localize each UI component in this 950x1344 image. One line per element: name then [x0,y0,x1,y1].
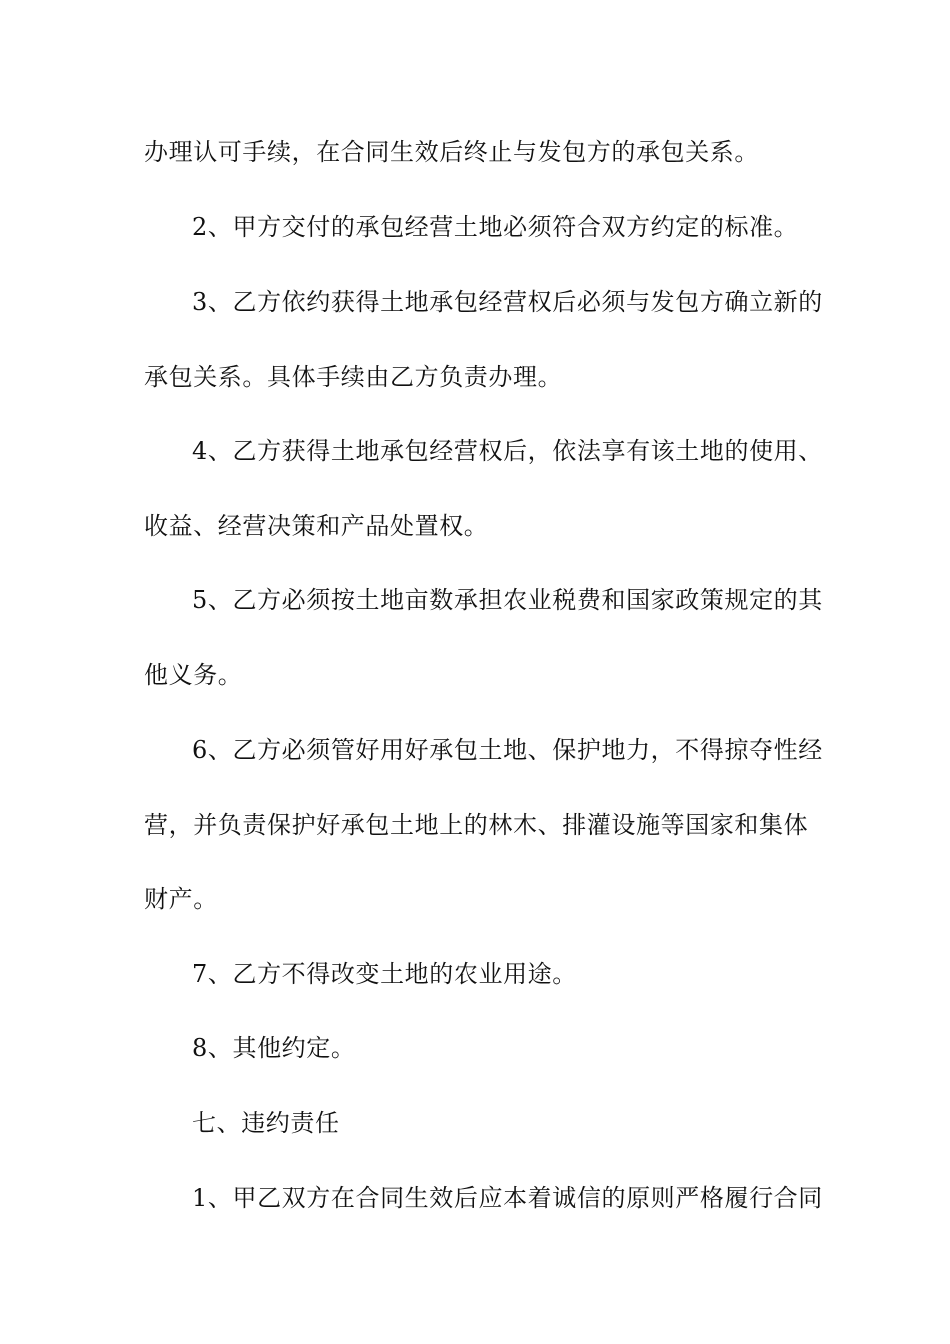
clause-5: 5、乙方必须按土地亩数承担农业税费和国家政策规定的其 [192,586,823,614]
text-line: 收益、经营决策和产品处置权。 [144,512,489,540]
text-line: 营，并负责保护好承包土地上的林木、排灌设施等国家和集体 [144,811,809,839]
clause-2: 2、甲方交付的承包经营土地必须符合双方约定的标准。 [192,213,799,241]
clause-6: 6、乙方必须管好用好承包土地、保护地力，不得掠夺性经 [192,736,823,764]
text-line: 办理认可手续，在合同生效后终止与发包方的承包关系。 [144,138,759,166]
clause-4: 4、乙方获得土地承包经营权后，依法享有该土地的使用、 [192,437,823,465]
clause-8: 8、其他约定。 [192,1034,356,1062]
section-heading: 七、违约责任 [192,1109,340,1137]
clause-7: 7、乙方不得改变土地的农业用途。 [192,960,577,988]
text-line: 承包关系。具体手续由乙方负责办理。 [144,363,563,391]
clause-1: 1、甲乙双方在合同生效后应本着诚信的原则严格履行合同 [192,1184,823,1212]
clause-3: 3、乙方依约获得土地承包经营权后必须与发包方确立新的 [192,288,823,316]
text-line: 财产。 [144,885,218,913]
text-line: 他义务。 [144,661,243,689]
